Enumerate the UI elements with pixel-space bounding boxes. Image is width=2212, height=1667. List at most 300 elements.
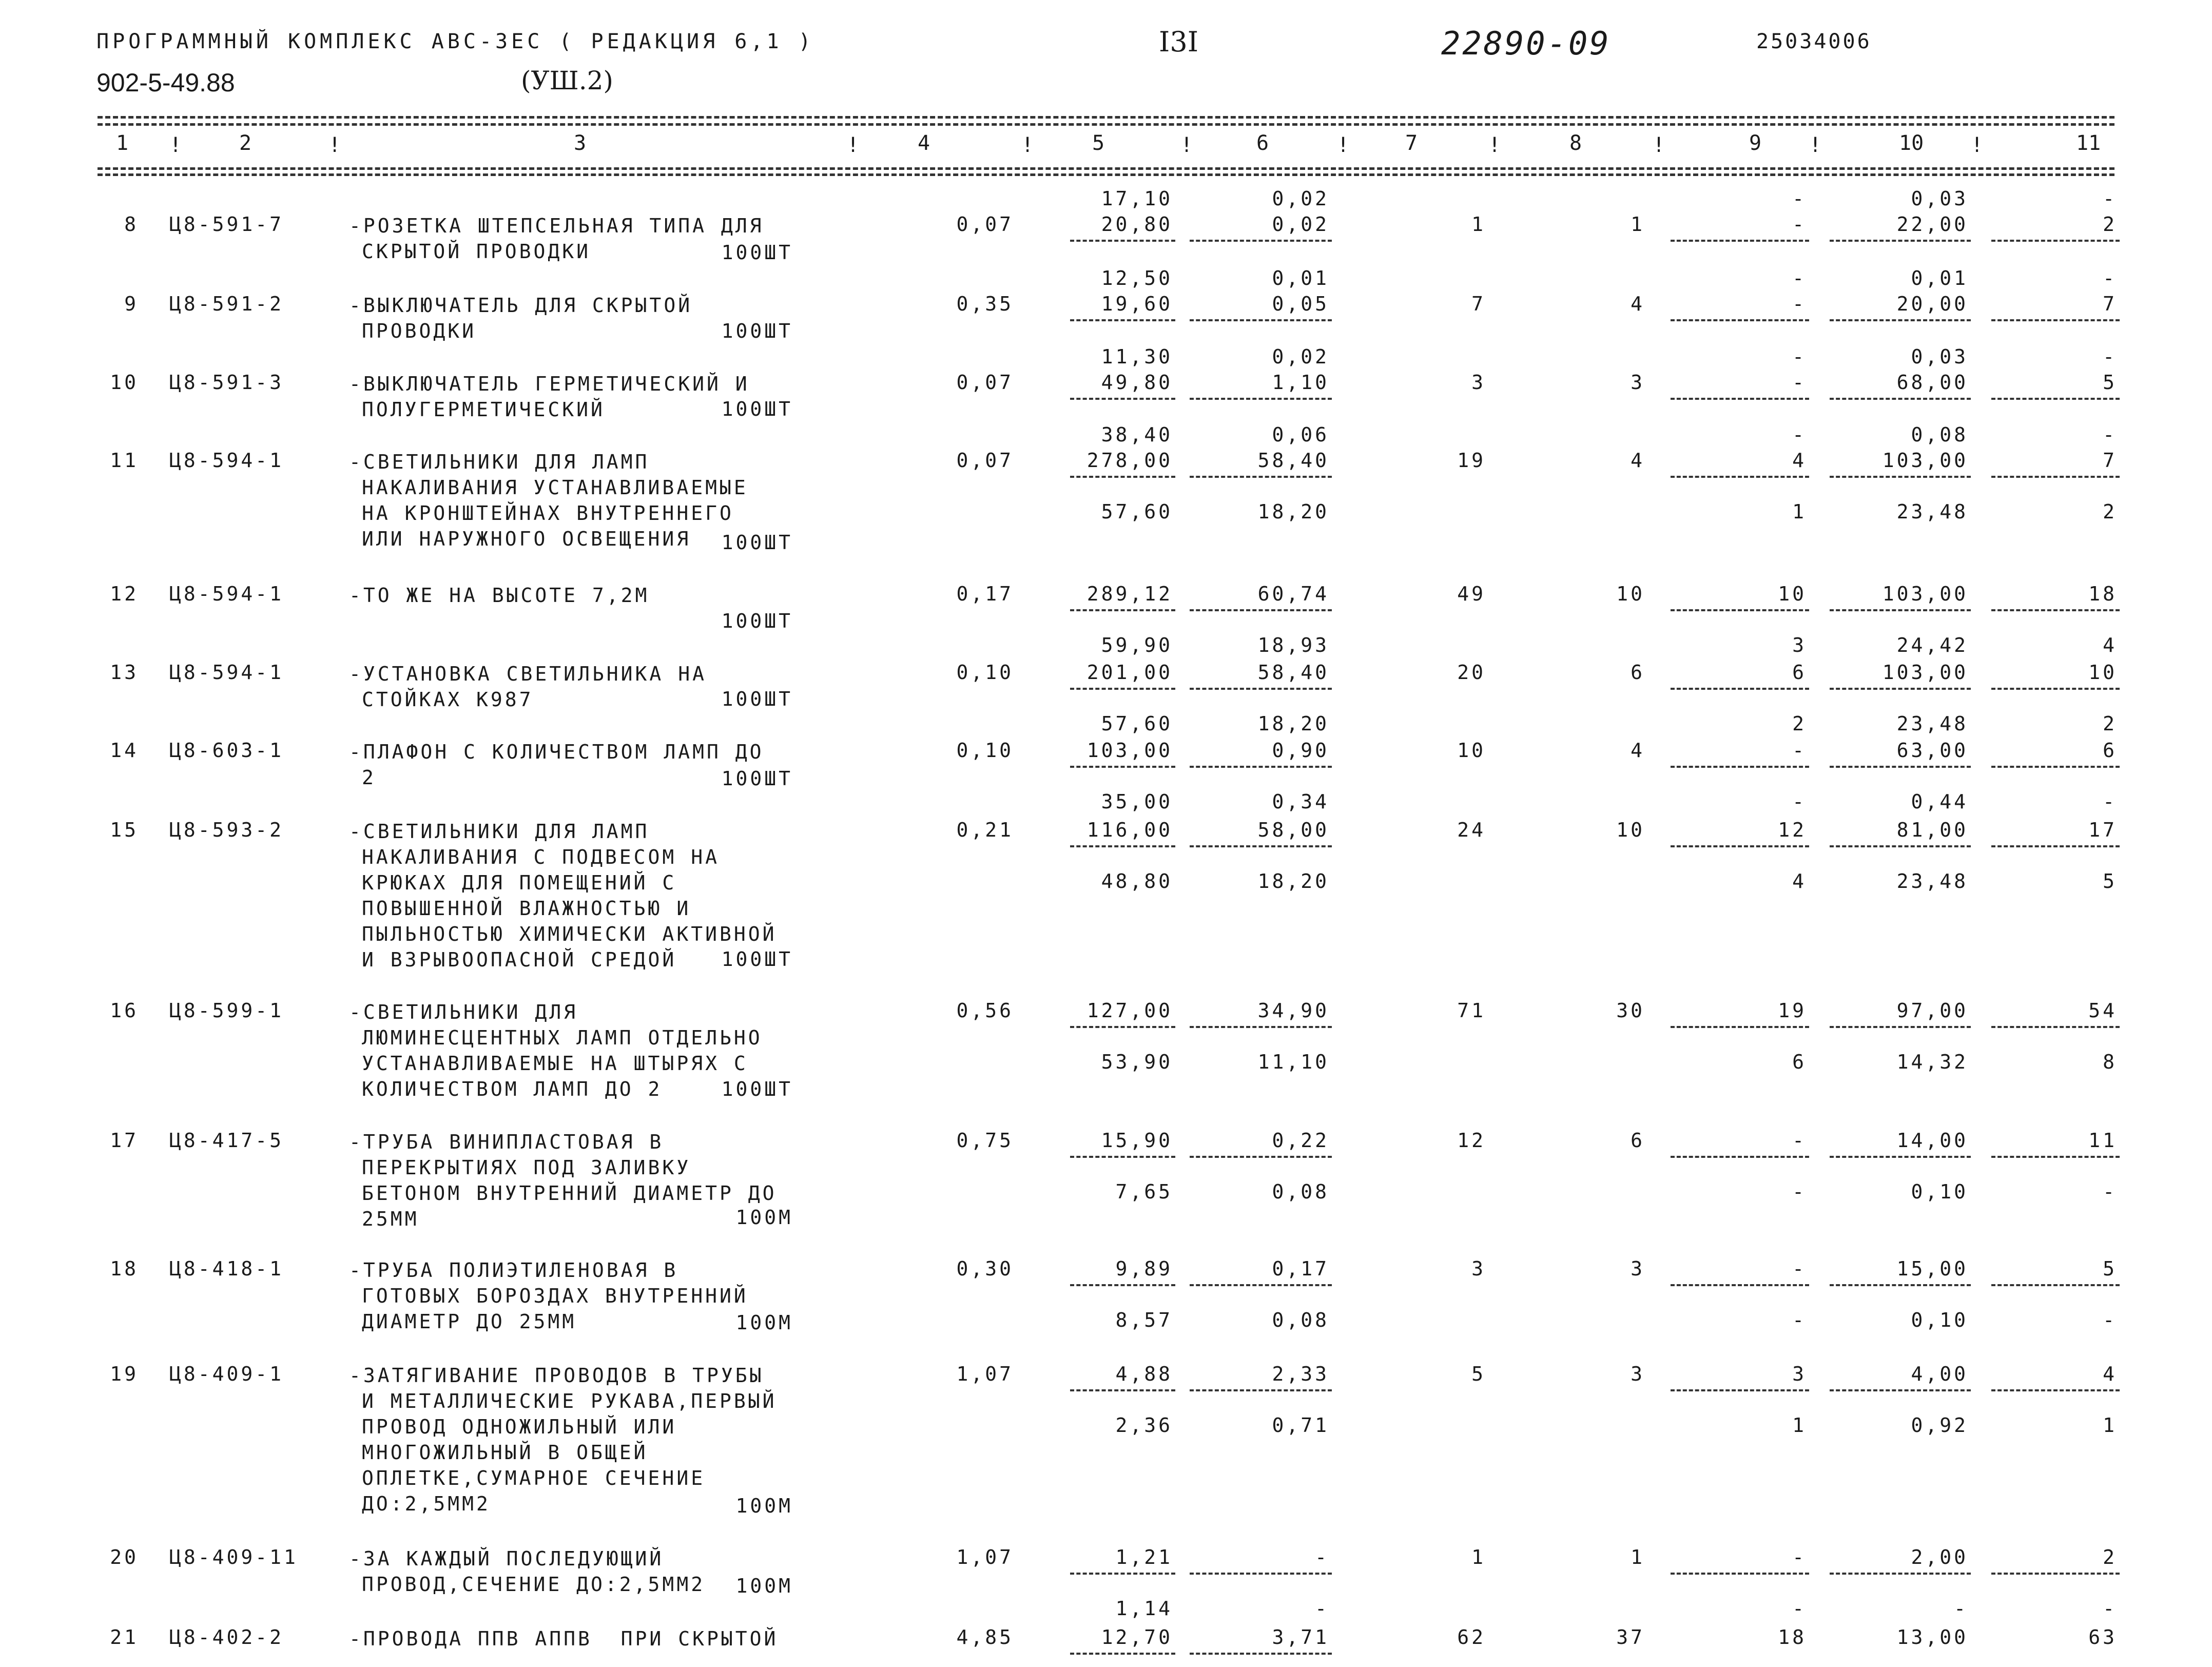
cell-c10-lower: 23,48 [1896,870,1968,893]
unit-label: 100ШТ [721,531,793,554]
cell-c7: 1 [1471,213,1486,236]
cell-divider [1991,609,2120,611]
column-header-5: 5 [1092,131,1105,155]
cell-c6-upper: 0,06 [1272,423,1329,446]
work-description-line: ГОТОВЫХ БОРОЗДАХ ВНУТРЕННИЙ [362,1285,748,1307]
cell-divider [1190,398,1332,400]
cell-divider [1190,476,1332,478]
cell-divider [1190,240,1332,242]
cell-c9-lower: - [1792,1597,1807,1620]
cell-c11-lower: - [2103,790,2117,813]
cell-c11-upper: - [2103,267,2117,289]
cell-c8: 10 [1616,583,1645,605]
column-header-9: 9 [1749,131,1762,155]
unit-label: 100М [735,1206,793,1229]
cell-c5-upper: 11,30 [1101,345,1173,368]
cell-divider [1671,609,1809,611]
cell-quantity: 0,56 [956,999,1014,1022]
cell-c10: 15,00 [1896,1257,1968,1280]
column-header-3: 3 [573,131,587,155]
cell-c6-lower: 0,08 [1272,1309,1329,1331]
cell-c6-lower: 0,34 [1272,790,1329,813]
work-description-line: КРЮКАХ ДЛЯ ПОМЕЩЕНИЙ С [362,871,677,894]
unit-label: 100ШТ [721,241,793,264]
column-header-7: 7 [1405,131,1418,155]
cell-divider [1991,688,2120,690]
cell-c6: 0,17 [1272,1257,1329,1280]
cell-c11-lower: 2 [2103,712,2117,735]
work-description-line: УСТАНАВЛИВАЕМЫЕ НА ШТЫРЯХ С [362,1052,748,1075]
cell-c9-upper: - [1792,345,1807,368]
cell-c10: 13,00 [1896,1626,1968,1649]
cell-divider [1190,1573,1332,1575]
cell-c6: 34,90 [1257,999,1329,1022]
cell-divider [1070,1573,1175,1575]
cell-divider [1190,1653,1332,1655]
cell-c9-lower: 2 [1792,712,1807,735]
cell-c11: 7 [2103,449,2117,472]
cell-quantity: 0,07 [956,449,1014,472]
cell-c8: 4 [1631,293,1645,315]
cell-c8: 1 [1631,213,1645,236]
cell-c9-lower: 1 [1792,1414,1807,1437]
cell-divider [1830,845,1971,847]
cell-c9: - [1792,293,1807,315]
work-description-line: ПЫЛЬНОСТЬЮ ХИМИЧЕСКИ АКТИВНОЙ [362,923,777,945]
cell-c5: 1,21 [1115,1546,1173,1568]
header-rule-top [98,116,2114,119]
cell-divider [1830,1284,1971,1286]
cell-c7: 62 [1457,1626,1486,1649]
work-description-line: -СВЕТИЛЬНИКИ ДЛЯ [349,1001,578,1023]
cell-c8: 30 [1616,999,1645,1022]
cell-c6-upper: 0,02 [1272,345,1329,368]
cell-divider [1190,845,1332,847]
cell-c5: 116,00 [1086,819,1173,841]
cell-c10-lower: 0,44 [1911,790,1968,813]
cell-c8: 6 [1631,661,1645,684]
cell-quantity: 0,30 [956,1257,1014,1280]
column-separator: ! [328,133,341,157]
cell-c8: 1 [1631,1546,1645,1568]
unit-label: 100ШТ [721,688,793,710]
cell-c8: 6 [1631,1129,1645,1152]
unit-label: 100ШТ [721,320,793,342]
row-number: 13 [110,661,139,684]
cell-divider [1830,609,1971,611]
cell-divider [1991,1026,2120,1028]
work-description-line: СТОЙКАХ К987 [362,688,534,711]
rate-code: Ц8-409-11 [169,1546,298,1568]
cell-c7: 10 [1457,739,1486,762]
cell-c11-upper: - [2103,345,2117,368]
cell-divider [1830,476,1971,478]
cell-divider [1830,319,1971,321]
cell-divider [1991,1389,2120,1391]
cell-c10: 68,00 [1896,371,1968,394]
column-separator: ! [1021,133,1034,157]
cell-c11: 18 [2088,583,2117,605]
cell-c5: 20,80 [1101,213,1173,236]
cell-c11: 54 [2088,999,2117,1022]
cell-c9: 6 [1792,661,1807,684]
cell-quantity: 0,07 [956,371,1014,394]
cell-c6: - [1315,1546,1329,1568]
cell-c11: 10 [2088,661,2117,684]
work-description-line: ДИАМЕТР ДО 25ММ [362,1310,577,1333]
work-description-line: ОПЛЕТКЕ,СУМАРНОЕ СЕЧЕНИЕ [362,1467,706,1489]
cell-divider [1190,766,1332,768]
cell-c7: 19 [1457,449,1486,472]
rate-code: Ц8-594-1 [169,449,284,472]
cell-c10-upper: 0,08 [1911,423,1968,446]
column-header-8: 8 [1569,131,1582,155]
cell-divider [1991,398,2120,400]
cell-c10: 63,00 [1896,739,1968,762]
cell-c5-lower: 2,36 [1115,1414,1173,1437]
document-code: 22890-09 [1441,25,1611,62]
cell-c8: 3 [1631,1257,1645,1280]
cell-c6-lower: 18,93 [1257,634,1329,656]
cell-c9: 19 [1778,999,1807,1022]
header-rule-bottom [98,167,2114,170]
cell-divider [1830,1026,1971,1028]
cell-divider [1671,1284,1809,1286]
cell-divider [1070,476,1175,478]
program-title: ПРОГРАММНЫЙ КОМПЛЕКС АВС-3ЕС ( РЕДАКЦИЯ 6,1 ) [96,30,814,53]
cell-divider [1070,1389,1175,1391]
cell-divider [1070,1026,1175,1028]
cell-c5-upper: 12,50 [1101,267,1173,289]
cell-divider [1190,1284,1332,1286]
cell-c9-upper: - [1792,187,1807,210]
cell-c10: 103,00 [1882,661,1968,684]
cell-c11: 17 [2088,819,2117,841]
unit-label: 100М [735,1495,793,1517]
cell-divider [1190,688,1332,690]
cell-c8: 37 [1616,1626,1645,1649]
cell-divider [1671,766,1809,768]
unit-label: 100М [735,1311,793,1334]
cell-divider [1671,398,1809,400]
cell-quantity: 1,07 [956,1363,1014,1385]
cell-c7: 24 [1457,819,1486,841]
cell-c5: 15,90 [1101,1129,1173,1152]
work-description-line: ПЕРЕКРЫТИЯХ ПОД ЗАЛИВКУ [362,1156,691,1179]
cell-c10-upper: 0,03 [1911,187,1968,210]
rate-code: Ц8-402-2 [169,1626,284,1649]
cell-c9-lower: - [1792,790,1807,813]
column-header-6: 6 [1256,131,1269,155]
cell-c11-lower: - [2103,1597,2117,1620]
column-separator: ! [1971,133,1984,157]
row-number: 16 [110,999,139,1022]
work-description-line: 25ММ [362,1208,419,1230]
cell-c8: 4 [1631,739,1645,762]
cell-divider [1830,688,1971,690]
column-header-4: 4 [917,131,930,155]
work-description-line: -ПЛАФОН С КОЛИЧЕСТВОМ ЛАМП ДО [349,741,764,763]
work-description-line: НА КРОНШТЕЙНАХ ВНУТРЕННЕГО [362,502,734,525]
cell-divider [1070,398,1175,400]
column-separator: ! [847,133,860,157]
work-description-line: -ТРУБА ВИНИПЛАСТОВАЯ В [349,1131,664,1153]
cell-c7: 71 [1457,999,1486,1022]
cell-divider [1190,609,1332,611]
cell-quantity: 0,10 [956,739,1014,762]
secondary-code: 25034006 [1756,30,1872,53]
cell-c11-lower: 2 [2103,500,2117,523]
cell-c9-upper: - [1792,423,1807,446]
cell-c10-lower: 14,32 [1896,1051,1968,1073]
cell-c6-lower: 0,08 [1272,1180,1329,1203]
work-description-line: СКРЫТОЙ ПРОВОДКИ [362,240,591,263]
cell-divider [1830,1389,1971,1391]
column-separator: ! [1180,133,1193,157]
work-description-line: -РОЗЕТКА ШТЕПСЕЛЬНАЯ ТИПА ДЛЯ [349,215,764,237]
cell-c9: - [1792,739,1807,762]
rate-code: Ц8-417-5 [169,1129,284,1152]
work-description-line: -ВЫКЛЮЧАТЕЛЬ ГЕРМЕТИЧЕСКИЙ И [349,373,750,395]
row-number: 11 [110,449,139,472]
cell-c5-lower: 57,60 [1101,712,1173,735]
cell-c9: - [1792,1546,1807,1568]
column-separator: ! [169,133,182,157]
cell-c9: - [1792,371,1807,394]
cell-c9-lower: 6 [1792,1051,1807,1073]
work-description-line: -ЗАТЯГИВАНИЕ ПРОВОДОВ В ТРУБЫ [349,1364,764,1387]
rate-code: Ц8-603-1 [169,739,284,762]
cell-c7: 49 [1457,583,1486,605]
cell-c10-lower: 23,48 [1896,500,1968,523]
work-description-line: -СВЕТИЛЬНИКИ ДЛЯ ЛАМП [349,820,650,843]
work-description-line: И ВЗРЫВООПАСНОЙ СРЕДОЙ [362,948,677,971]
cell-divider [1671,1573,1809,1575]
cell-c9: - [1792,213,1807,236]
cell-c11: 2 [2103,213,2117,236]
cell-c9: 12 [1778,819,1807,841]
cell-c11: 11 [2088,1129,2117,1152]
cell-c11-lower: - [2103,1309,2117,1331]
cell-c11-upper: - [2103,187,2117,210]
cell-c5: 127,00 [1086,999,1173,1022]
cell-c7: 12 [1457,1129,1486,1152]
cell-c6-lower: 18,20 [1257,500,1329,523]
cell-c6: 58,40 [1257,449,1329,472]
cell-c7: 3 [1471,1257,1486,1280]
project-number: 902-5-49.88 [96,68,235,97]
column-header-10: 10 [1899,131,1924,155]
cell-c10-lower: 0,92 [1911,1414,1968,1437]
cell-c6: 58,00 [1257,819,1329,841]
cell-c8: 10 [1616,819,1645,841]
cell-c10-upper: 0,03 [1911,345,1968,368]
cell-c9: 10 [1778,583,1807,605]
unit-label: 100ШТ [721,767,793,790]
cell-c6-lower: 11,10 [1257,1051,1329,1073]
cell-c6: 58,40 [1257,661,1329,684]
rate-code: Ц8-409-1 [169,1363,284,1385]
cell-c11: 63 [2088,1626,2117,1649]
column-separator: ! [1488,133,1501,157]
cell-c5: 103,00 [1086,739,1173,762]
cell-c11: 5 [2103,371,2117,394]
cell-c5: 289,12 [1086,583,1173,605]
cell-c9: 4 [1792,449,1807,472]
work-description-line: МНОГОЖИЛЬНЫЙ В ОБЩЕЙ [362,1441,648,1464]
cell-c11-lower: 4 [2103,634,2117,656]
cell-divider [1671,1026,1809,1028]
cell-divider [1671,1156,1809,1158]
work-description-line: БЕТОНОМ ВНУТРЕННИЙ ДИАМЕТР ДО [362,1182,777,1205]
cell-c10: 20,00 [1896,293,1968,315]
cell-c10: 22,00 [1896,213,1968,236]
work-description-line: НАКАЛИВАНИЯ УСТАНАВЛИВАЕМЫЕ [362,476,748,499]
cell-c5: 19,60 [1101,293,1173,315]
cell-c5-lower: 8,57 [1115,1309,1173,1331]
row-number: 15 [110,819,139,841]
cell-c9: 3 [1792,1363,1807,1385]
cell-c9: - [1792,1257,1807,1280]
cell-c5-lower: 57,60 [1101,500,1173,523]
cell-c9-lower: 3 [1792,634,1807,656]
cell-c6: 1,10 [1272,371,1329,394]
column-separator: ! [1653,133,1665,157]
cell-c5-upper: 38,40 [1101,423,1173,446]
cell-c11-lower: 1 [2103,1414,2117,1437]
column-header-2: 2 [239,131,252,155]
row-number: 18 [110,1257,139,1280]
work-description-line: КОЛИЧЕСТВОМ ЛАМП ДО 2 [362,1078,663,1100]
cell-c9-lower: - [1792,1309,1807,1331]
cell-c6-lower: 18,20 [1257,712,1329,735]
row-number: 21 [110,1626,139,1649]
work-description-line: -ЗА КАЖДЫЙ ПОСЛЕДУЮЩИЙ [349,1547,664,1570]
cell-quantity: 0,75 [956,1129,1014,1152]
cell-divider [1991,1573,2120,1575]
cell-c11: 7 [2103,293,2117,315]
cell-c5: 4,88 [1115,1363,1173,1385]
rate-code: Ц8-594-1 [169,661,284,684]
cell-c11: 5 [2103,1257,2117,1280]
cell-c6: 0,02 [1272,213,1329,236]
header-rule-bottom-2 [98,173,2114,176]
cell-c11-lower: 8 [2103,1051,2117,1073]
cell-divider [1190,1389,1332,1391]
cell-quantity: 0,10 [956,661,1014,684]
cell-quantity: 0,17 [956,583,1014,605]
row-number: 17 [110,1129,139,1152]
cell-c5-lower: 59,90 [1101,634,1173,656]
rate-code: Ц8-599-1 [169,999,284,1022]
cell-c6: 0,05 [1272,293,1329,315]
work-description-line: -ПРОВОДА ППВ АППВ ПРИ СКРЫТОЙ [349,1627,779,1650]
cell-c10-upper: 0,01 [1911,267,1968,289]
cell-divider [1991,1284,2120,1286]
cell-c5: 278,00 [1086,449,1173,472]
cell-c11: 4 [2103,1363,2117,1385]
cell-c5: 12,70 [1101,1626,1173,1649]
cell-c6-lower: 0,71 [1272,1414,1329,1437]
cell-c5: 9,89 [1115,1257,1173,1280]
cell-divider [1070,240,1175,242]
cell-c9: - [1792,1129,1807,1152]
cell-c6: 60,74 [1257,583,1329,605]
column-separator: ! [1337,133,1350,157]
cell-c10-lower: 23,48 [1896,712,1968,735]
cell-c5-lower: 1,14 [1115,1597,1173,1620]
work-description-line: -УСТАНОВКА СВЕТИЛЬНИКА НА [349,663,707,685]
work-description-line: -ТРУБА ПОЛИЭТИЛЕНОВАЯ В [349,1259,678,1282]
cell-c7: 20 [1457,661,1486,684]
row-number: 12 [110,583,139,605]
work-description-line: -ВЫКЛЮЧАТЕЛЬ ДЛЯ СКРЫТОЙ [349,294,693,317]
cell-c11-lower: 5 [2103,870,2117,893]
page-number: I3I [1159,26,1199,58]
cell-c6: 0,90 [1272,739,1329,762]
rate-code: Ц8-591-2 [169,293,284,315]
cell-divider [1671,688,1809,690]
cell-divider [1671,319,1809,321]
cell-divider [1070,845,1175,847]
cell-c7: 1 [1471,1546,1486,1568]
unit-label: 100ШТ [721,610,793,632]
cell-divider [1070,1653,1175,1655]
column-header-1: 1 [115,131,129,155]
cell-c7: 5 [1471,1363,1486,1385]
cell-divider [1991,1156,2120,1158]
cell-c9: 18 [1778,1626,1807,1649]
work-description-line: НАКАЛИВАНИЯ С ПОДВЕСОМ НА [362,846,720,868]
cell-c11-upper: - [2103,423,2117,446]
cell-divider [1190,319,1332,321]
cell-divider [1991,319,2120,321]
cell-c5-lower: 48,80 [1101,870,1173,893]
cell-c5: 49,80 [1101,371,1173,394]
cell-quantity: 0,21 [956,819,1014,841]
cell-c9-upper: - [1792,267,1807,289]
cell-c11: 2 [2103,1546,2117,1568]
cell-c9-lower: 4 [1792,870,1807,893]
cell-divider [1991,476,2120,478]
cell-c8: 3 [1631,1363,1645,1385]
cell-divider [1830,398,1971,400]
row-number: 10 [110,371,139,394]
work-description-line: ДО:2,5ММ2 [362,1492,491,1515]
cell-c10-lower: 0,10 [1911,1180,1968,1203]
cell-c6-upper: 0,01 [1272,267,1329,289]
work-description-line: -СВЕТИЛЬНИКИ ДЛЯ ЛАМП [349,451,650,473]
work-description-line: ПРОВОД,СЕЧЕНИЕ ДО:2,5ММ2 [362,1573,706,1596]
row-number: 9 [124,293,139,315]
work-description-line: ПОВЫШЕННОЙ ВЛАЖНОСТЬЮ И [362,897,691,920]
cell-divider [1070,609,1175,611]
cell-divider [1671,845,1809,847]
cell-c6: 3,71 [1272,1626,1329,1649]
work-description-line: ПРОВОД ОДНОЖИЛЬНЫЙ ИЛИ [362,1416,677,1438]
cell-c5: 201,00 [1086,661,1173,684]
cell-divider [1671,240,1809,242]
cell-divider [1070,766,1175,768]
unit-label: 100М [735,1575,793,1597]
cell-quantity: 4,85 [956,1626,1014,1649]
row-number: 20 [110,1546,139,1568]
cell-c10: 2,00 [1911,1546,1968,1568]
cell-c10-lower: 0,10 [1911,1309,1968,1331]
cell-quantity: 1,07 [956,1546,1014,1568]
work-description-line: И МЕТАЛЛИЧЕСКИЕ РУКАВА,ПЕРВЫЙ [362,1390,777,1412]
cell-divider [1070,688,1175,690]
